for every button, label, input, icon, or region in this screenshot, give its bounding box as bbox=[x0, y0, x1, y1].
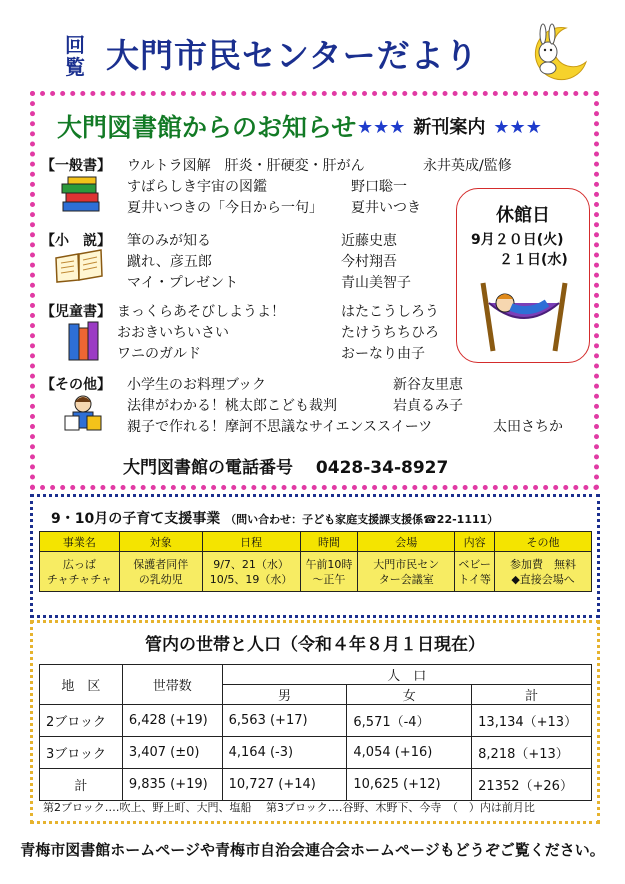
district-cell: 2ブロック bbox=[40, 705, 123, 737]
child-support-heading: 9・10月の子育て支援事業 bbox=[51, 511, 221, 527]
book-author: おーなり由子 bbox=[341, 346, 425, 362]
table-header-row bbox=[40, 532, 592, 552]
child-support-contact: （問い合わせ：子ども家庭支援課支援係☎22-1111） bbox=[225, 513, 499, 526]
book-title: まっくらあそびしようよ！ bbox=[117, 304, 285, 320]
col-header-households: 世帯数 bbox=[122, 665, 222, 705]
child-reading-icon bbox=[61, 392, 105, 436]
book-title: 親子で作れる！摩訶不思議なサイエンススイーツ bbox=[127, 419, 433, 435]
footer-message: 青梅市図書館ホームページや青梅市自治会連合会ホームページもどうぞご覧ください。 bbox=[20, 841, 605, 859]
total-cell: 8,218（+13） bbox=[472, 737, 592, 769]
book-author: 岩貞るみ子 bbox=[393, 398, 463, 414]
book-title: 蹴れ、彦五郎 bbox=[127, 254, 212, 270]
table-cell: 広っば チャチャチャ bbox=[40, 552, 120, 592]
category-label-children: 【児童書】 bbox=[41, 304, 111, 320]
book-title: ワニのガルド bbox=[117, 346, 201, 362]
closed-day-1: 9月２０日(火) bbox=[471, 232, 564, 248]
table-row bbox=[40, 769, 592, 801]
book-author: 永井英成/監修 bbox=[423, 158, 512, 174]
col-header-district: 地 区 bbox=[40, 665, 123, 705]
col-header: 会場 bbox=[358, 532, 455, 552]
households-cell: 3,407 (±0) bbox=[122, 737, 222, 769]
female-cell: 6,571（-4） bbox=[347, 705, 472, 737]
kairan-bottom: 覧 bbox=[65, 55, 85, 79]
new-books-heading bbox=[357, 113, 542, 139]
book-author: 近藤史恵 bbox=[341, 233, 397, 249]
table-cell: 午前10時 ～正午 bbox=[300, 552, 358, 592]
book-title: 法律がわかる！桃太郎こども裁判 bbox=[127, 398, 337, 414]
child-support-title bbox=[51, 508, 498, 528]
book-title: マイ・プレゼント bbox=[127, 275, 239, 291]
population-title: 管内の世帯と人口（令和４年８月１日現在） bbox=[145, 635, 485, 655]
population-table bbox=[39, 664, 592, 801]
col-header: 内容 bbox=[455, 532, 495, 552]
col-header: 日程 bbox=[202, 532, 300, 552]
stars-right: ★★★ bbox=[493, 117, 542, 138]
book-author: 夏井いつき bbox=[351, 200, 421, 216]
books-stack-icon bbox=[59, 176, 103, 216]
col-header-male: 男 bbox=[222, 685, 347, 705]
col-header: 事業名 bbox=[40, 532, 120, 552]
book-title: 夏井いつきの「今日から一句」 bbox=[127, 200, 323, 216]
new-books-label: 新刊案内 bbox=[413, 117, 486, 138]
total-cell: 13,134（+13） bbox=[472, 705, 592, 737]
book-author: 新谷友里恵 bbox=[393, 377, 463, 393]
col-header: 時間 bbox=[300, 532, 358, 552]
male-cell: 6,563 (+17) bbox=[222, 705, 347, 737]
category-label-other: 【その他】 bbox=[41, 377, 111, 393]
library-notice-panel bbox=[30, 91, 599, 490]
total-cell: 21352（+26） bbox=[472, 769, 592, 801]
book-author: たけうちちひろ bbox=[341, 325, 439, 341]
col-header: 対象 bbox=[119, 532, 202, 552]
open-book-icon bbox=[53, 248, 105, 284]
male-cell: 4,164 (-3) bbox=[222, 737, 347, 769]
book-title: おおきいちいさい bbox=[117, 325, 229, 341]
book-author: 今村翔吾 bbox=[341, 254, 397, 270]
table-cell: 9/7、21（水） 10/5、19（水） bbox=[202, 552, 300, 592]
population-panel bbox=[30, 620, 600, 824]
households-cell: 6,428 (+19) bbox=[122, 705, 222, 737]
closed-days-title: 休館日 bbox=[496, 205, 550, 226]
district-cell: 3ブロック bbox=[40, 737, 123, 769]
newsletter-title: 大門市民センターだより bbox=[106, 36, 479, 75]
table-row bbox=[40, 705, 592, 737]
book-title: 筆のみが知る bbox=[127, 233, 211, 249]
col-header-total: 計 bbox=[472, 685, 592, 705]
book-title: 小学生のお料理ブック bbox=[127, 377, 267, 393]
closed-days-box bbox=[456, 188, 590, 363]
col-header-female: 女 bbox=[347, 685, 472, 705]
female-cell: 10,625 (+12) bbox=[347, 769, 472, 801]
library-notice-title: 大門図書館からのお知らせ bbox=[57, 113, 357, 142]
col-header: その他 bbox=[495, 532, 592, 552]
book-author: 太田さちか bbox=[493, 419, 563, 435]
table-row bbox=[40, 552, 592, 592]
book-author: 青山美智子 bbox=[341, 275, 411, 291]
child-support-table bbox=[39, 531, 592, 592]
category-label-novel: 【小 説】 bbox=[41, 233, 111, 249]
table-cell: 保護者同伴 の乳幼児 bbox=[119, 552, 202, 592]
stars-left: ★★★ bbox=[357, 117, 406, 138]
female-cell: 4,054 (+16) bbox=[347, 737, 472, 769]
households-cell: 9,835 (+19) bbox=[122, 769, 222, 801]
kairan-stamp bbox=[60, 34, 90, 78]
table-row bbox=[40, 737, 592, 769]
table-header-row bbox=[40, 665, 592, 685]
district-cell: 計 bbox=[40, 769, 123, 801]
population-note: 第2ブロック‥‥吹上、野上町、大門、塩船 第3ブロック‥‥谷野、木野下、今寺 （ ）内は前月比 bbox=[43, 801, 535, 814]
male-cell: 10,727 (+14) bbox=[222, 769, 347, 801]
children-books-icon bbox=[65, 320, 103, 364]
book-author: 野口聡一 bbox=[351, 179, 407, 195]
col-header-population: 人 口 bbox=[222, 665, 591, 685]
category-label-general: 【一般書】 bbox=[41, 158, 111, 174]
moon-rabbit-icon bbox=[528, 22, 588, 82]
table-cell: ベビー トイ等 bbox=[455, 552, 495, 592]
book-title: すばらしき宇宙の図鑑 bbox=[127, 179, 267, 195]
table-cell: 大門市民セン ター会議室 bbox=[358, 552, 455, 592]
kairan-top: 回 bbox=[65, 33, 85, 57]
book-author: はたこうしろう bbox=[341, 304, 439, 320]
table-cell: 参加費 無料 ◆直接会場へ bbox=[495, 552, 592, 592]
book-title: ウルトラ図解 肝炎・肝硬変・肝がん bbox=[127, 158, 365, 174]
library-phone: 大門図書館の電話番号 0428-34-8927 bbox=[123, 458, 449, 478]
closed-day-2: ２１日(水) bbox=[499, 252, 568, 268]
hammock-child-icon bbox=[475, 277, 573, 355]
child-support-panel bbox=[30, 494, 600, 618]
header bbox=[0, 0, 625, 90]
